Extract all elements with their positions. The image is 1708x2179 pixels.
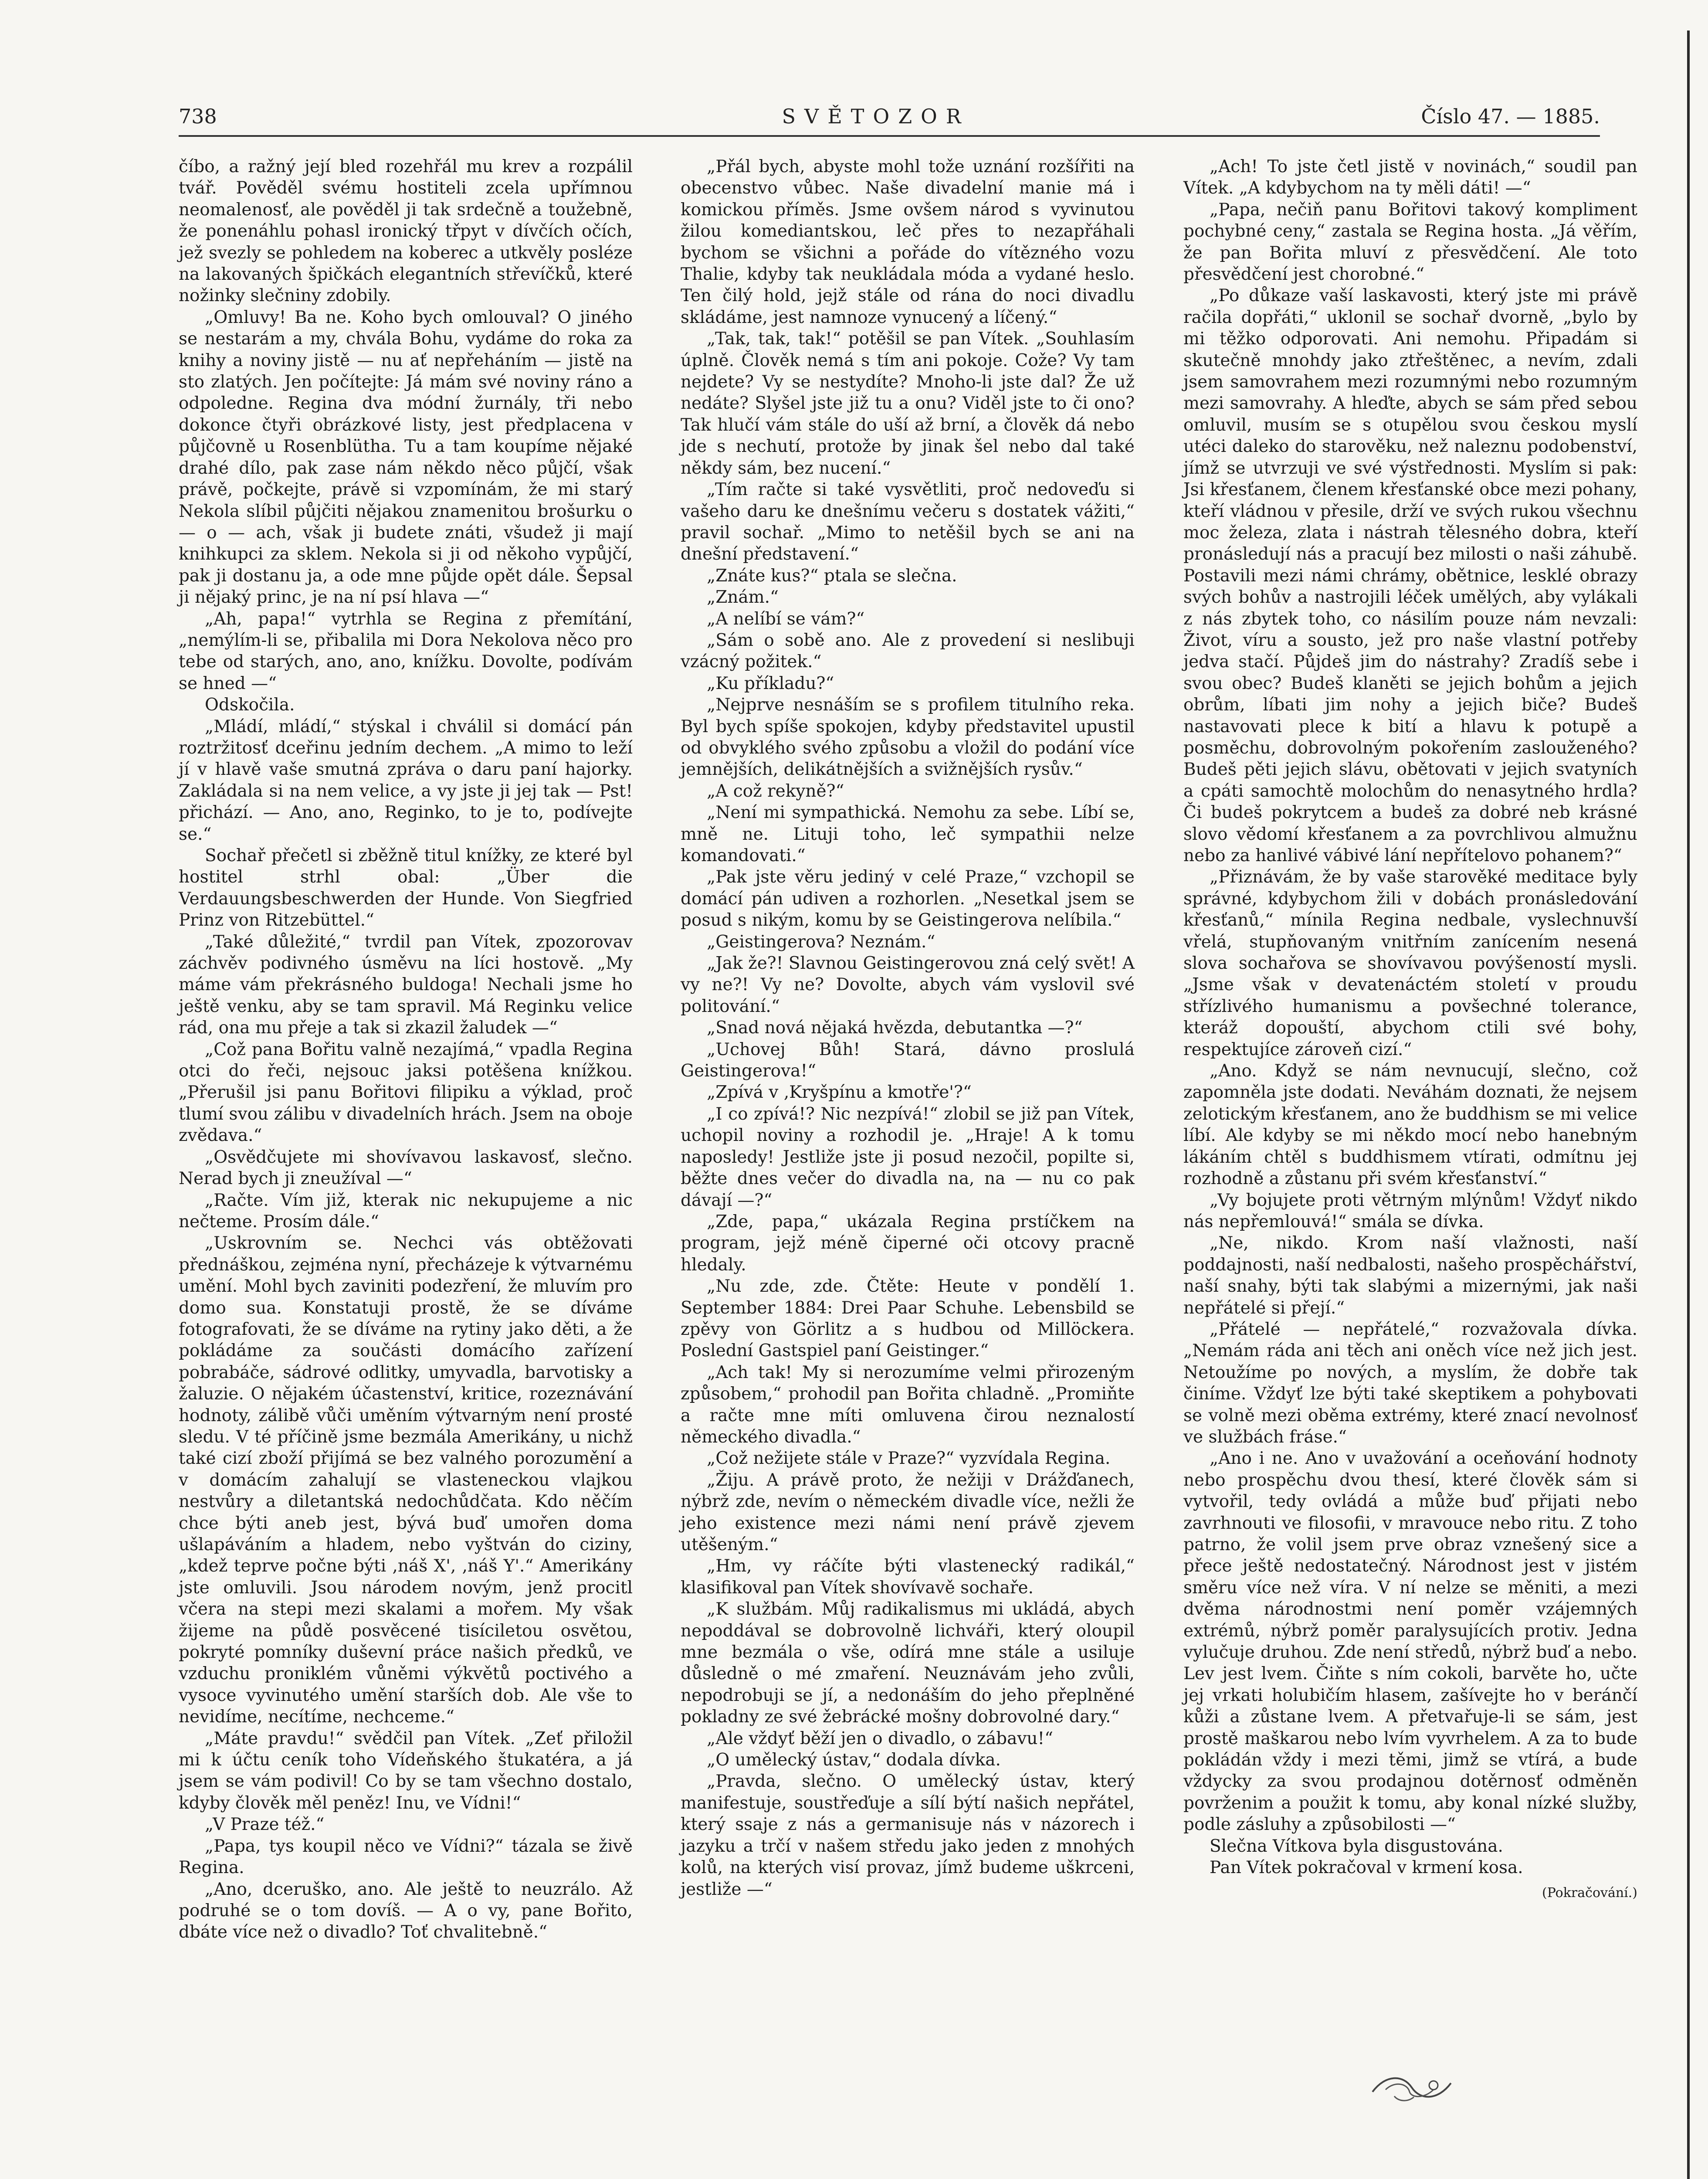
paragraph: „Žiju. A právě proto, že nežiji v Drážďanech, nýbrž zde, nevím o německém divadle více, nežli že jeho existence mezi námi není právě zjevem utěšeným.“: [681, 1470, 1135, 1554]
paragraph: „Mládí, mládí,“ stýskal i chválil si domácí pán roztržitosť dceřinu jedním dechem. „A mimo to leží jí v hlavě vaše smutná zpráva o daru paní hajorky. Zakládala si na nem velice, a vy jste ji jej tak — Pst! přichází. — Ano, ano, Reginko, to je to, podívejte se.“: [179, 716, 633, 844]
paragraph: „Ano i ne. Ano v uvažování a oceňování hodnoty nebo prospěchu dvou thesí, které člověk sám si vytvořil, tedy ovládá a může buď přijati nebo zavrhnouti ve filosofii, v mravouce nebo ritu. Z toho patrno, že volil jsem prve obraz vznešený sice a přece ještě nedostatečný. Národnost jest v jistém směru více než víra. V ní nelze se měniti, a mezi dvěma národnostmi není poměr vzájemných extrémů, nýbrž poměr paralysujících protiv. Jedna vylučuje druhou. Zde není středů, nýbrž buď a nebo. Lev jest lvem. Čiňte s ním cokoli, barvěte ho, učte jej vrkati holubičím hlasem, zašívejte ho v beránčí kůži a zůstane lvem. A přetvařuje-li se sám, jest prostě maškarou nebo lvím vyvrhelem. A za to bude pokládán vždy i mezi těmi, jimž se vtírá, a bude vždycky za svou prodajnou dotěrnosť odměněn povrženim a použit k tomu, aby konal nízké služby, podle zásluhy a způsobilosti —“: [1183, 1449, 1637, 1835]
paragraph: „Ne, nikdo. Krom naší vlažnosti, naší poddajnosti, naší nedbalosti, našeho prospěchářství, naší snahy, býti tak slabými a mizernými, jak naši nepřátelé si přejí.“: [1183, 1233, 1637, 1318]
paragraph: „Račte. Vím již, kterak nic nekupujeme a nic nečteme. Prosím dále.“: [179, 1190, 633, 1232]
continuation-note: (Pokračování.): [1542, 1885, 1637, 1901]
paragraph: „A nelíbí se vám?“: [707, 609, 865, 629]
paragraph: „Ah, papa!“ vytrhla se Regina z přemítání, „nemýlím-li se, přibalila mi Dora Nekolova něco pro tebe od starých, ano, ano, knížku. Dovolte, podívám se hned —“: [179, 609, 633, 693]
paragraph: Odskočila.: [205, 695, 295, 715]
paragraph: Sochař přečetl si zběžně titul knížky, ze které byl hostitel strhl obal: „Über die Verdauungsbeschwerden der Hunde. Von Siegfried Prinz von Ritzebüttel.“: [179, 846, 633, 930]
paragraph: „Uskrovním se. Nechci vás obtěžovati přednáškou, zejména nyní, přecházeje k výtvarnému umění. Mohl bych zaviniti podezření, že mluvím pro domo sua. Konstatuji prostě, že se díváme fotografovati, že se díváme na rytiny jako děti, a že pokládáme za součásti domácího zařízení pobrabáče, sádrové odlitky, umyvadla, barvotisky a žaluzie. O nějakém účastenství, kritice, rozeznávání hodnoty, zálibě vůči uměním výtvarným není prosté sledu. V té příčině jsme bezmála Amerikány, u nichž také cizí zboží přijímá se bez valného porozumění a v domácím zahalují se vlasteneckou vlajkou nestvůry a diletantská nedochůdčata. Kdo něčím chce býti aneb jest, bývá buď umořen doma ušlapáváním a hladem, nebo vyštván do ciziny, „kdež teprve počne býti ,náš X', ,náš Y'.“ Amerikány jste omluvili. Jsou národem novým, jenž procitl včera na stepi mezi skalami a mořem. My však žijeme na půdě posvěcené tisíciletou osvětou, pokryté pomníky duševní práce našich předků, ve vzduchu proniklém vůněmi výkvětů poctivého a vysoce vyvinutého umění starších dob. Ale vše to nevidíme, necítíme, nechceme.“: [179, 1233, 633, 1727]
paragraph: „Ano, dceruško, ano. Ale ještě to neuzrálo. Až podruhé se o tom dovíš. — A o vy, pane Bořito, dbáte více než o divadlo? Toť chvalitebně.“: [179, 1879, 633, 1942]
paragraph: „Pravda, slečno. O umělecký ústav, který manifestuje, soustřeďuje a sílí býtí našich nepřátel, který ssaje z nás a germanisuje nás v názorech i jazyku a trčí v našem středu jako jeden z mnohých kolů, na kterých visí provaz, jímž budeme uškrceni, jestliže —“: [681, 1772, 1135, 1899]
paragraph: „Osvědčujete mi shovívavou laskavosť, slečno. Nerad bych ji zneužíval —“: [179, 1147, 633, 1189]
paragraph: „Nejprve nesnáším se s profilem titulního reka. Byl bych spíše spokojen, kdyby představitel upustil od obvyklého svého způsobu a vložil do podání více jemnějších, delikátnějších a svižnějších rysův.“: [681, 695, 1135, 780]
paragraph: „Tím račte si také vysvětliti, proč nedoveďu si vašeho daru ke dnešnímu večeru s dostatek vážiti,“ pravil sochař. „Mimo to netěšil bych se ani na dnešní představení.“: [681, 480, 1135, 564]
paragraph: „K službám. Můj radikalismus mi ukládá, abych nepoddával se dobrovolně lichváři, který oloupil mne bezmála o vše, odírá mne stále a usiluje důsledně o mé zmaření. Neuznávám jeho zvůli, nepodrobuji se jí, a nedonáším do jeho přeplněné pokladny ze své žebrácké mošny dobrovolné dary.“: [681, 1599, 1135, 1727]
text-column-3: [1183, 156, 1637, 1904]
paragraph: „Máte pravdu!“ svědčil pan Vítek. „Zeť přiložil mi k účtu ceník toho Vídeňského štukatéra, a já jsem se vám podivil! Co by se tam všechno dostalo, kdyby člověk měl peněz! Inu, ve Vídni!“: [179, 1728, 633, 1813]
paragraph: „Také důležité,“ tvrdil pan Vítek, zpozorovav záchvěv podivného úsměvu na líci hostově. „My máme vám překrásného buldoga! Nechali jsme ho ještě venku, aby se tam spravil. Má Reginku velice rád, ona mu přeje a tak si zkazil žaludek —“: [179, 932, 633, 1038]
paragraph: „Sám o sobě ano. Ale z provedení si neslibuji vzácný požitek.“: [681, 630, 1135, 672]
paragraph: „A což rekyně?“: [707, 781, 844, 801]
paragraph: „Znám.“: [707, 587, 779, 608]
issue-info: Číslo 47. — 1885.: [1421, 105, 1600, 128]
journal-title: SVĚTOZOR: [782, 105, 970, 128]
paragraph: „Což nežijete stále v Praze?“ vyzvídala Regina.: [707, 1449, 1111, 1469]
paragraph: „Ach! To jste četl jistě v novinách,“ soudil pan Vítek. „A kdybychom na ty měli dáti! —“: [1183, 157, 1637, 198]
paragraph: „Ale vždyť běží jen o divadlo, o zábavu!“: [707, 1728, 1054, 1748]
paragraph: „Přiznávám, že by vaše starověké meditace byly správné, kdybychom žili v dobách pronásledování křesťanů,“ mínila Regina nedbale, vyslechnuvší vřelá, stupňovaným vnitřním zanícením nesená slova sochařova se shovívavou povýšeností mysli. „Jsme však v devatenáctém století v proudu střízlivého humanismu a povšechné tolerance, kteráž dopouští, abychom ctili své bohy, respektujíce zároveň cizí.“: [1183, 867, 1637, 1059]
paragraph: „Snad nová nějaká hvězda, debutantka —?“: [707, 1018, 1083, 1038]
paragraph: „Ano. Když se nám nevnucují, slečno, což zapomněla jste dodati. Neváhám doznati, že nejsem zelotickým křesťanem, ano že buddhism se mi velice líbí. Ale kdyby se mi někdo mocí nebo hanebným lákáním chtěl s buddhismem vtírati, odmítnu jej rozhodně a zůstanu při svém křesťanství.“: [1183, 1061, 1637, 1189]
paragraph: „Pak jste věru jediný v celé Praze,“ vzchopil se domácí pán udiven a rozhorlen. „Nesetkal jsem se posud s nikým, komu by se Geistingerova nelíbila.“: [681, 867, 1135, 930]
paragraph: „Zpívá v ,Kryšpínu a kmotře'?“: [707, 1083, 972, 1103]
paragraph: „Papa, nečiň panu Bořitovi takový kompliment pochybné ceny,“ zastala se Regina hosta. „Já věřím, že pan Bořita mluví z přesvědčení. Ale toto přesvědčení jest chorobné.“: [1183, 200, 1637, 285]
text-column-2: [681, 156, 1135, 1900]
paragraph: „Uchovej Bůh! Stará, dávno proslulá Geistingerova!“: [681, 1039, 1135, 1081]
paragraph: „Geistingerova? Neznám.“: [707, 932, 935, 952]
paragraph: „Což pana Bořitu valně nezajímá,“ vpadla Regina otci do řeči, nejsouc jaksi potěšena knížkou. „Přerušil jsi panu Bořitovi filipiku a výklad, proč tlumí svou zálibu v divadelních hrách. Jsem na oboje zvědava.“: [179, 1039, 633, 1146]
paragraph: „Nu zde, zde. Čtěte: Heute v pondělí 1. September 1884: Drei Paar Schuhe. Lebensbild se zpěvy von Görlitz a s hudbou od Millöckera. Poslední Gastspiel paní Geistinger.“: [681, 1276, 1135, 1361]
paragraph: „O umělecký ústav,“ dodala dívka.: [707, 1750, 1001, 1770]
paragraph: „Ach tak! My si nerozumíme velmi přirozeným způsobem,“ prohodil pan Bořita chladně. „Promiňte a račte mne míti omluvena čirou neznalostí německého divadla.“: [681, 1362, 1135, 1447]
text-column-1: [179, 156, 633, 1943]
paragraph: „Znáte kus?“ ptala se slečna.: [707, 566, 957, 586]
paragraph: „I co zpívá!? Nic nezpívá!“ zlobil se již pan Vítek, uchopil noviny a rozhodil je. „Hraje! A k tomu naposledy! Jestliže jste ji posud nezočil, popilte si, běžte dnes večer do divadla na, na — nu co pak dávají —?“: [681, 1104, 1135, 1210]
paragraph: „Papa, tys koupil něco ve Vídni?“ tázala se živě Regina.: [179, 1836, 633, 1878]
header-rule: [179, 135, 1600, 137]
paragraph: „Přál bych, abyste mohl tože uznání rozšířiti na obecenstvo vůbec. Naše divadelní manie má i komickou příměs. Jsme ovšem národ s vyvinutou žilou komediantskou, leč přes to nezapřáhali bychom se všichni a pořáde do vítězného vozu Thalie, kdyby tak neukládala móda a vydané heslo. Ten čilý hold, jejž stále od rána do noci divadlu skládáme, jest namnoze vynucený a líčený.“: [681, 157, 1135, 327]
page-edge-rule: [1687, 31, 1690, 2179]
paragraph: „Přátelé — nepřátelé,“ rozvažovala dívka. „Nemám ráda ani těch ani oněch více než jich jest. Netoužíme po nových, a myslím, že dobře tak činíme. Vždyť lze býti také skeptikem a pohybovati se volně mezi oběma extrémy, které znací nevolnosť ve službách fráse.“: [1183, 1319, 1637, 1447]
paragraph: Pan Vítek pokračoval v krmení kosa.: [1210, 1858, 1523, 1878]
paragraph: „Hm, vy ráčíte býti vlastenecký radikál,“ klasifikoval pan Vítek shovívavě sochaře.: [681, 1556, 1135, 1598]
paragraph: číbo, a ražný její bled rozehřál mu krev a rozpálil tvář. Pověděl svému hostiteli zcela upřímnou neomalenosť, ale pověděl ji tak srdečně a toužebně, že ponenáhlu pohasl ironický třpyt v dívčích očích, jež svezly se pohledem na koberec a utkvěly posléze na lakovaných špičkách elegantních střevíčků, které nožinky slečniny zdobily.: [179, 157, 633, 306]
paragraph: „Vy bojujete proti větrným mlýnům! Vždyť nikdo nás nepřemlouvá!“ smála se dívka.: [1183, 1190, 1637, 1232]
paragraph: „Tak, tak, tak!“ potěšil se pan Vítek. „Souhlasím úplně. Člověk nemá s tím ani pokoje. Cože? Vy tam nejdete? Vy se nestydíte? Mnoho-li jste dal? Že už nedáte? Slyšel jste již tu a onu? Viděl jste to či ono? Tak hlučí vám stále do uší až brní, a člověk dá nebo jde s nechutí, protože by jinak šel nebo dal také někdy sám, bez nucení.“: [681, 329, 1135, 478]
paragraph: „V Praze též.“: [205, 1815, 325, 1835]
ornament-icon: [1368, 2066, 1455, 2105]
paragraph: „Jak že?! Slavnou Geistingerovou zná celý svět! A vy ne?! Vy ne? Dovolte, abych vám vyslovil své politování.“: [681, 954, 1135, 1016]
page-number: 738: [179, 105, 217, 128]
paragraph: „Po důkaze vaší laskavosti, který jste mi právě račila dopřáti,“ uklonil se sochař dvorně, „bylo by mi těžko odporovati. Ani nemohu. Připadám si skutečně mnohdy jako ztřeštěnec, a nevím, zdali jsem samovrahem mezi rozumnými nebo rozumným mezi samovrahy. A hleďte, abych se sám před sebou omluvil, musím se s otupělou svou českou myslí utéci daleko do starověku, než naleznu podobenství, jímž se utvrzuji ve své výstřednosti. Myslím si pak: Jsi křesťanem, členem křesťanské obce mezi pohany, kteří vládnou v přesile, drží ve svých rukou všechnu moc železa, zlata i nástrah tělesného dobra, kteří pronásledují nás a pracují bez milosti o naši záhubě. Postavili mezi námi chrámy, obětnice, lesklé obrazy svých bohův a nastrojili léček umělých, aby vylákali z nás zbytek toho, co násilím pouze nám nevzali: Život, víru a sousto, jež pro naše vlastní potřeby jedva stačí. Půjdeš jim do nástrahy? Zradíš sebe i svou obec? Budeš klaněti se jejich bohům a jejich obrům, líbati jim nohy a jejich biče? Budeš nastavovati plece k bití a hlavu k potupě a posměchu, dobrovolným pokořením zaslouženého? Budeš pěti jejich slávu, obětovati v jejich svatyních a cpáti samochtě molochům do nenasytného hrdla? Či budeš pokrytcem a budeš za dobré neb krásné slovo vědomí křesťanem a za povrchlivou almužnu nebo za hanlivé vábivé lání nepřítelovo pohanem?“: [1183, 286, 1637, 865]
paragraph: „Není mi sympathická. Nemohu za sebe. Líbí se, mně ne. Lituji toho, leč sympathii nelze komandovati.“: [681, 803, 1135, 865]
paragraph: Slečna Vítkova byla disgustována.: [1210, 1836, 1503, 1856]
paragraph: „Omluvy! Ba ne. Koho bych omlouval? O jiného se nestarám a my, chvála Bohu, vydáme do roka za knihy a noviny jistě — nu ať nepřeháním — jistě na sto zlatých. Jen počítejte: Já mám své noviny ráno a odpoledne. Regina dva módní žurnály, tři nebo dokonce čtyři obrázkové listy, jest předplacena v půjčovně u Rosenblütha. Tu a tam koupíme nějaké drahé dílo, pak zase nám někdo něco půjčí, však právě, počkejte, právě si vzpomínám, že mi starý Nekola slíbil půjčiti nějakou znamenitou brošurku o — o — ach, však ji budete znáti, všudež ji mají knihkupci za sklem. Nekola si ji od někoho vypůjčí, pak ji dostanu ja, a ode mne půjde opět dále. Šepsal ji nějaký princ, je na ní psí hlava —“: [179, 307, 633, 608]
paragraph: „Ku příkladu?“: [707, 673, 834, 693]
paragraph: „Zde, papa,“ ukázala Regina prstíčkem na program, jejž méně čiperné oči otcovy pracně hledaly.: [681, 1212, 1135, 1275]
